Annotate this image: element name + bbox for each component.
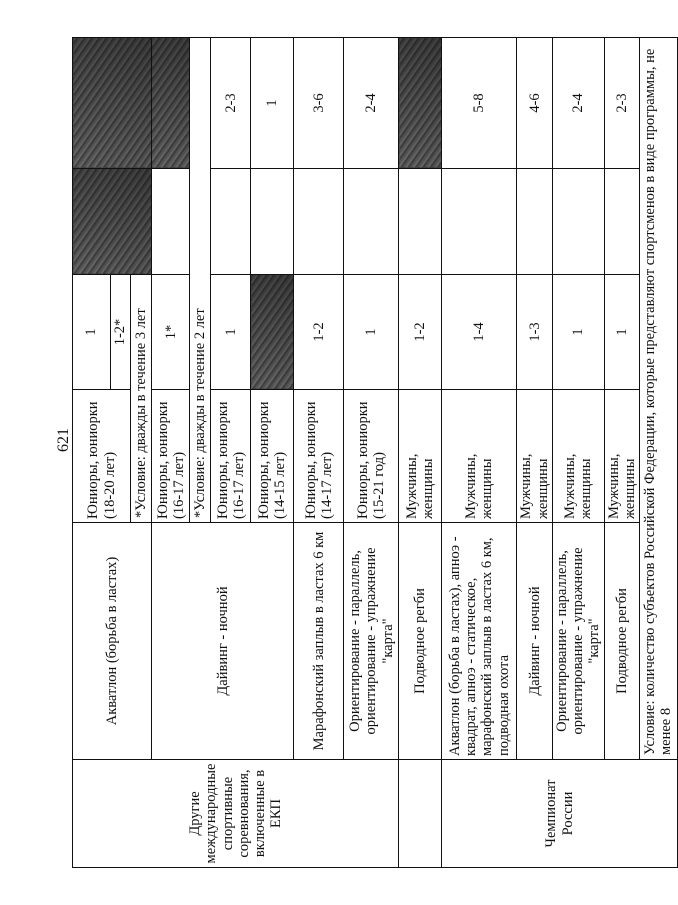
rank-value: 1-2* <box>111 275 131 390</box>
rank-value: 1-4 <box>442 275 517 390</box>
discipline-underwater-rugby: Подводное регби <box>604 523 639 760</box>
empty-cell <box>152 169 190 275</box>
rank-value: 2-3 <box>211 38 251 169</box>
empty-cell <box>517 169 552 275</box>
section-blank <box>399 760 442 868</box>
rank-value: 2-3 <box>604 38 639 169</box>
age-group: Мужчины, женщины <box>552 390 604 523</box>
rank-value: 4-6 <box>517 38 552 169</box>
rotated-table-region <box>72 38 675 868</box>
empty-cell <box>399 169 442 275</box>
empty-cell <box>294 169 344 275</box>
stamped-cell <box>399 38 442 169</box>
rank-value: 1-2 <box>294 275 344 390</box>
stamped-cell <box>251 275 294 390</box>
discipline-combined: Акватлон (борьба в ластах), апноэ - квадрат, апноэ - статическое, марафонский заплыв в ластах 6 км, подводная охота <box>442 523 517 760</box>
rank-value: 2-4 <box>344 38 399 169</box>
stamped-cell <box>73 38 152 169</box>
empty-cell <box>604 169 639 275</box>
discipline-diving-night: Дайвинг - ночной <box>517 523 552 760</box>
section-international: Другие международные спортивные соревнования, включенные в ЕКП <box>73 760 399 868</box>
age-group: Юниоры, юниорки (18-20 лет) <box>73 390 131 523</box>
rank-value: 1 <box>552 275 604 390</box>
rank-value: 1 <box>211 275 251 390</box>
rank-value: 1 <box>344 275 399 390</box>
section-championship: Чемпионат России <box>442 760 677 868</box>
condition-note: *Условие: дважды в течение 2 лет <box>190 38 211 523</box>
age-group: Мужчины, женщины <box>399 390 442 523</box>
discipline-aquathlon-juniors: Акватлон (борьба в ластах) <box>73 523 152 760</box>
page-number: 621 <box>55 428 72 452</box>
sports-ranking-table <box>72 37 678 868</box>
age-group: Мужчины, женщины <box>517 390 552 523</box>
empty-cell <box>211 169 251 275</box>
discipline-marathon: Марафонский заплыв в ластах 6 км <box>294 523 344 760</box>
final-condition-note: Условие: количество субъектов Российской Федерации, которые представляют спортсменов в виде программы, не менее 8 <box>640 38 677 760</box>
empty-cell <box>552 169 604 275</box>
discipline-orienteering: Ориентирование - параллель, ориентирование - упражнение "карта" <box>344 523 399 760</box>
age-group: Мужчины, женщины <box>604 390 639 523</box>
age-group: Мужчины, женщины <box>442 390 517 523</box>
discipline-underwater-rugby: Подводное регби <box>399 523 442 760</box>
rank-value: 5-8 <box>442 38 517 169</box>
rank-value: 1 <box>251 38 294 169</box>
rank-value: 2-4 <box>552 38 604 169</box>
rank-value: 3-6 <box>294 38 344 169</box>
condition-note: *Условие: дважды в течение 3 лет <box>131 275 152 523</box>
age-group: Юниоры, юниорки (14-17 лет) <box>294 390 344 523</box>
rank-value: 1-2 <box>399 275 442 390</box>
rank-value: 1* <box>152 275 190 390</box>
stamped-cell <box>73 169 152 275</box>
rank-value: 1 <box>604 275 639 390</box>
age-group: Юниоры, юниорки (16-17 лет) <box>152 390 190 523</box>
empty-cell <box>442 169 517 275</box>
rank-value: 1 <box>73 275 111 390</box>
empty-cell <box>251 169 294 275</box>
rank-value: 1-3 <box>517 275 552 390</box>
age-group: Юниоры, юниорки (14-15 лет) <box>251 390 294 523</box>
age-group: Юниоры, юниорки (16-17 лет) <box>211 390 251 523</box>
stamped-cell <box>152 38 190 169</box>
discipline-orienteering: Ориентирование - параллель, ориентирование - упражнение "карта" <box>552 523 604 760</box>
discipline-diving-night: Дайвинг - ночной <box>152 523 294 760</box>
age-group: Юниоры, юниорки (15-21 год) <box>344 390 399 523</box>
empty-cell <box>344 169 399 275</box>
